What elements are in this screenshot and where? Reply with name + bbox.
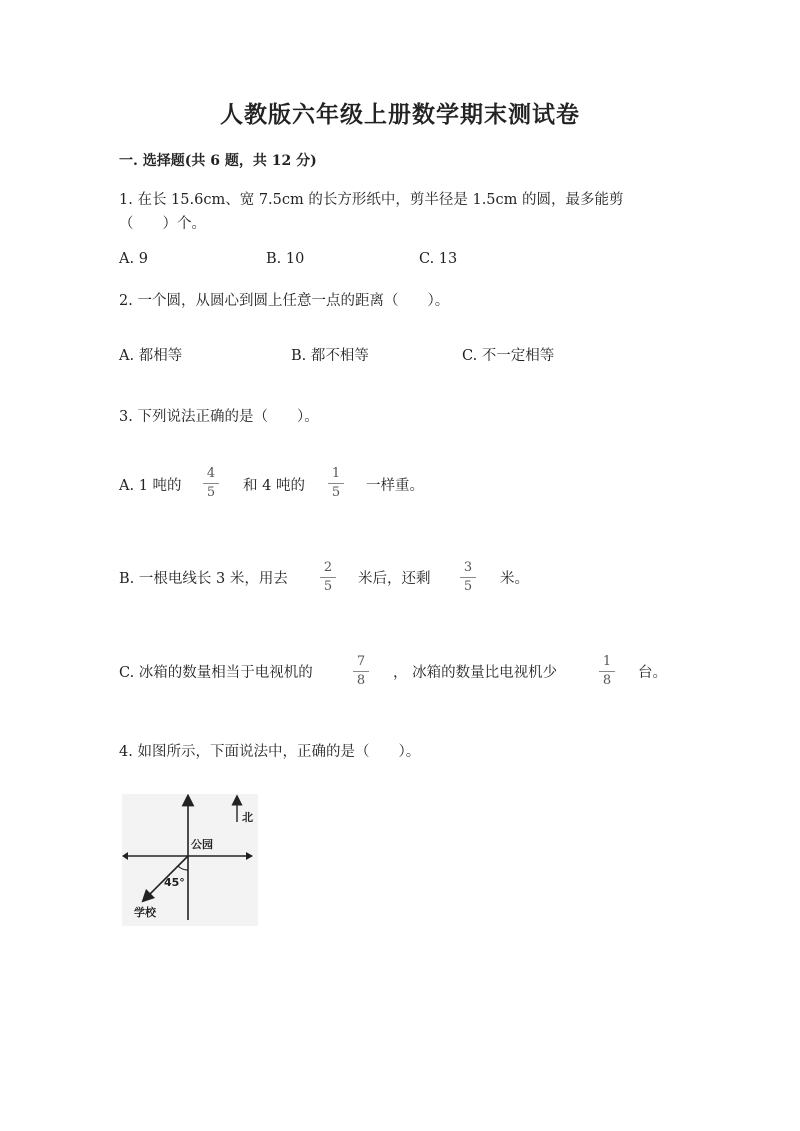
fraction-bar <box>353 671 369 672</box>
question-3-option-a-part-1: A. 1 吨的 <box>119 478 182 494</box>
fraction-numerator: 3 <box>463 560 473 575</box>
question-1-line-2: （ ）个。 <box>119 216 206 232</box>
question-1-option-a: A. 9 <box>119 251 148 267</box>
question-1-line-1: 1. 在长 15.6cm、宽 7.5cm 的长方形纸中，剪半径是 1.5cm 的圆，最多能剪 <box>119 192 624 208</box>
question-3-option-c-part-1: C. 冰箱的数量相当于电视机的 <box>119 665 313 681</box>
school-label: 学校 <box>134 906 156 919</box>
question-2-option-b: B. 都不相等 <box>291 348 369 364</box>
park-label: 公园 <box>191 838 213 851</box>
question-1-option-c: C. 13 <box>419 251 458 267</box>
fraction-numerator: 4 <box>206 466 216 481</box>
question-4-text: 4. 如图所示，下面说法中，正确的是（ ）。 <box>119 744 421 760</box>
fraction-bar <box>599 671 615 672</box>
fraction-denominator: 5 <box>206 485 216 500</box>
question-2-text: 2. 一个圆，从圆心到圆上任意一点的距离（ ）。 <box>119 293 450 309</box>
fraction-bar <box>328 483 344 484</box>
question-3-option-b-part-2: 米后，还剩 <box>358 571 431 587</box>
fraction-denominator: 8 <box>356 673 366 688</box>
angle-label: 45° <box>164 876 185 889</box>
question-3-option-a-fraction-1 <box>201 466 221 501</box>
question-3-option-c-part-2: ， 冰箱的数量比电视机少 <box>393 665 558 681</box>
fraction-numerator: 7 <box>356 654 366 669</box>
question-3-option-c-fraction-1 <box>351 654 371 689</box>
question-1-option-b: B. 10 <box>266 251 305 267</box>
question-3-option-c-fraction-2 <box>597 654 617 689</box>
section-heading: 一. 选择题(共 6 题，共 12 分) <box>119 153 317 169</box>
fraction-denominator: 5 <box>463 579 473 594</box>
fraction-bar <box>203 483 219 484</box>
fraction-bar <box>320 577 336 578</box>
question-2-option-a: A. 都相等 <box>119 348 183 364</box>
fraction-denominator: 8 <box>602 673 612 688</box>
north-label: 北 <box>242 811 253 824</box>
east-arrowhead <box>246 852 253 860</box>
question-3-option-b-part-3: 米。 <box>500 571 529 587</box>
question-3-option-a-part-2: 和 4 吨的 <box>243 478 305 494</box>
direction-diagram <box>122 794 258 926</box>
page-title: 人教版六年级上册数学期末测试卷 <box>220 101 580 128</box>
question-3-option-b-fraction-1 <box>318 560 338 595</box>
question-3-option-a-part-3: 一样重。 <box>366 478 424 494</box>
fraction-numerator: 2 <box>323 560 333 575</box>
question-3-option-b-fraction-2 <box>458 560 478 595</box>
angle-arc <box>178 866 188 870</box>
question-3-option-c-part-3: 台。 <box>638 665 667 681</box>
fraction-denominator: 5 <box>331 485 341 500</box>
fraction-denominator: 5 <box>323 579 333 594</box>
fraction-numerator: 1 <box>602 654 612 669</box>
question-3-option-b-part-1: B. 一根电线长 3 米，用去 <box>119 571 288 587</box>
question-3-option-a-fraction-2 <box>326 466 346 501</box>
question-2-option-c: C. 不一定相等 <box>462 348 555 364</box>
fraction-numerator: 1 <box>331 466 341 481</box>
question-3-text: 3. 下列说法正确的是（ ）。 <box>119 409 319 425</box>
west-arrowhead <box>122 852 128 860</box>
fraction-bar <box>460 577 476 578</box>
direction-diagram-svg <box>122 794 258 926</box>
